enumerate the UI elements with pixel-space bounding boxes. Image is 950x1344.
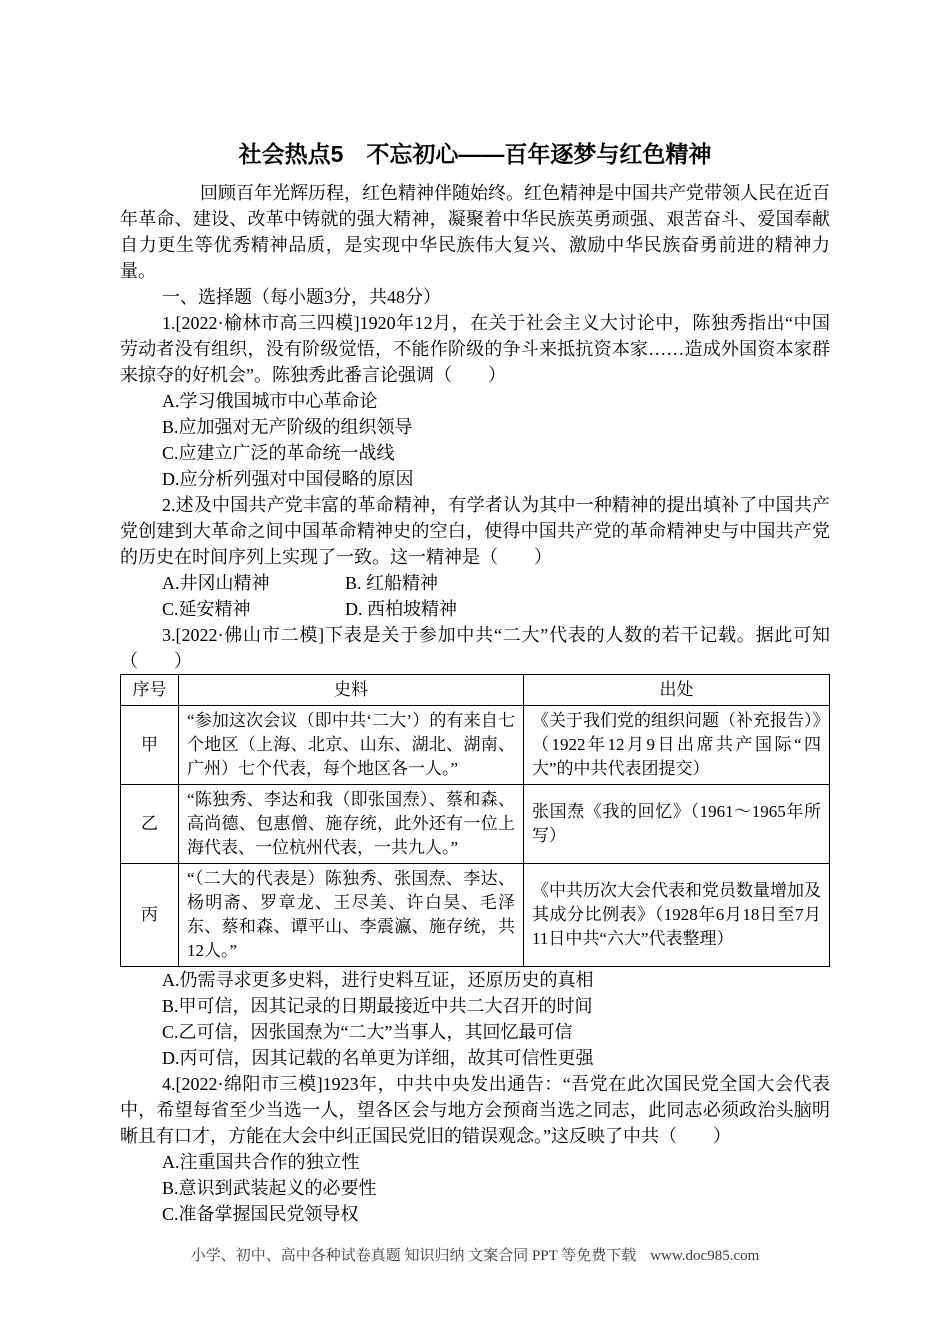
question-3-option-c: C.乙可信，因张国焘为“二大”当事人，其回忆最可信 — [162, 1022, 573, 1042]
row-jia-material: “参加这次会议（即中共‘二大’）的有来自七个地区（上海、北京、山东、湖北、湖南、广州）七个代表，每个地区各一人。” — [179, 706, 524, 785]
question-4-stem: 4.[2022·绵阳市三模]1923年，中共中央发出通告：“吾党在此次国民党全国大会代表中，希望每省至少当选一人，望各区会与地方会预商当选之同志，此同志必须政治头脑明晰且有口才，方能在大会中纠正国民党旧的错误观念。”这反映了中共（ ） — [120, 1074, 830, 1146]
row-yi-source: 张国焘《我的回忆》（1961～1965年所写） — [524, 785, 830, 864]
question-1-option-a: A.学习俄国城市中心革命论 — [162, 391, 378, 411]
table-header-material: 史料 — [179, 675, 524, 706]
table-header-source: 出处 — [524, 675, 830, 706]
question-2-stem: 2.述及中国共产党丰富的革命精神，有学者认为其中一种精神的提出填补了中国共产党创建到大革命之间中国革命精神史的空白，使得中国共产党的革命精神史与中国共产党的历史在时间序列上实现了一致。这一精神是（ ） — [120, 495, 830, 567]
row-jia-label: 甲 — [121, 706, 179, 785]
row-bing-label: 丙 — [121, 864, 179, 967]
question-2-option-b: B. 红船精神 — [345, 573, 439, 593]
question-1-option-b: B.应加强对无产阶级的组织领导 — [162, 417, 413, 437]
question-2-options-row-2 — [120, 596, 830, 622]
question-3-option-d: D.丙可信，因其记载的名单更为详细，故其可信性更强 — [162, 1048, 594, 1068]
question-3-option-a: A.仍需寻求更多史料，进行史料互证，还原历史的真相 — [162, 970, 594, 990]
row-bing-source: 《中共历次大会代表和党员数量增加及其成分比例表》（1928年6月18日至7月11日中共“六大”代表整理） — [524, 864, 830, 967]
q3-source-table — [120, 674, 830, 967]
question-1-option-d: D.应分析列强对中国侵略的原因 — [162, 469, 414, 489]
table-header-number: 序号 — [121, 675, 179, 706]
page-footer — [0, 1246, 950, 1266]
table-row-bing — [121, 864, 830, 967]
question-4-option-b: B.意识到武装起义的必要性 — [162, 1178, 377, 1198]
question-2-options-row-1 — [120, 570, 830, 596]
question-2-option-c: C.延安精神 — [162, 599, 251, 619]
question-3-option-b: B.甲可信，因其记录的日期最接近中共二大召开的时间 — [162, 996, 593, 1016]
row-jia-source: 《关于我们党的组织问题（补充报告）》（1922年12月9日出席共产国际“四大”的中共代表团提交） — [524, 706, 830, 785]
question-4-option-a: A.注重国共合作的独立性 — [162, 1152, 360, 1172]
row-bing-material: “（二大的代表是）陈独秀、张国焘、李达、杨明斋、罗章龙、王尽美、许白昊、毛泽东、蔡和森、谭平山、李震瀛、施存统，共12人。” — [179, 864, 524, 967]
row-yi-material: “陈独秀、李达和我（即张国焘）、蔡和森、高尚德、包惠僧、施存统，此外还有一位上海代表、一位杭州代表，一共九人。” — [179, 785, 524, 864]
page-title: 社会热点5 不忘初心——百年逐梦与红色精神 — [238, 141, 712, 167]
question-1-option-c: C.应建立广泛的革命统一战线 — [162, 443, 395, 463]
section-heading: 一、选择题（每小题3分，共48分） — [162, 287, 441, 307]
table-row-yi — [121, 785, 830, 864]
question-2-option-a: A.井冈山精神 — [162, 573, 270, 593]
intro-paragraph: 回顾百年光辉历程，红色精神伴随始终。红色精神是中国共产党带领人民在近百年革命、建设、改革中铸就的强大精神，凝聚着中华民族英勇顽强、艰苦奋斗、爱国奉献自力更生等优秀精神品质，是实现中华民族伟大复兴、激励中华民族奋勇前进的精神力量。 — [120, 183, 830, 281]
footer-text: 小学、初中、高中各种试卷真题 知识归纳 文案合同 PPT 等免费下载 — [190, 1248, 637, 1264]
question-3-stem: 3.[2022·佛山市二模]下表是关于参加中共“二大”代表的人数的若干记载。据此可知（ ） — [120, 625, 830, 671]
footer-url: www.doc985.com — [650, 1248, 760, 1264]
question-1-stem: 1.[2022·榆林市高三四模]1920年12月，在关于社会主义大讨论中，陈独秀指出“中国劳动者没有组织，没有阶级觉悟，不能作阶级的争斗来抵抗资本家……造成外国资本家群来掠夺的好机会”。陈独秀此番言论强调（ ） — [120, 313, 830, 385]
table-row-jia — [121, 706, 830, 785]
row-yi-label: 乙 — [121, 785, 179, 864]
table-header-row — [121, 675, 830, 706]
question-2-option-d: D. 西柏坡精神 — [345, 599, 457, 619]
question-4-option-c: C.准备掌握国民党领导权 — [162, 1204, 359, 1224]
